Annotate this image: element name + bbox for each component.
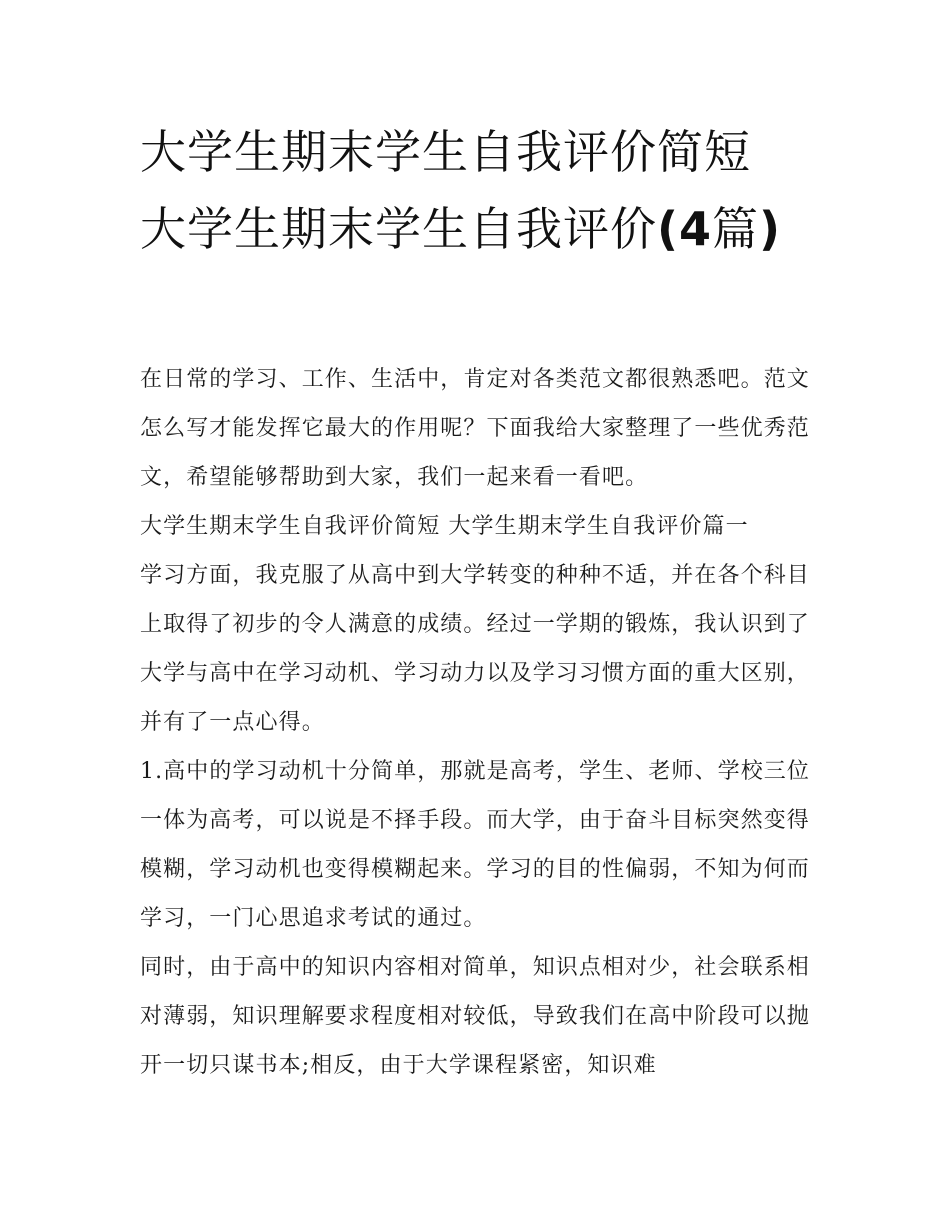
document-body bbox=[140, 355, 812, 1090]
paragraph-point-1: 1.高中的学习动机十分简单，那就是高考，学生、老师、学校三位一体为高考，可以说是不择手段。而大学，由于奋斗目标突然变得模糊，学习动机也变得模糊起来。学习的目的性偏弱，不知为何而学习，一门心思追求考试的通过。 bbox=[140, 759, 810, 931]
paragraph-section-heading: 大学生期末学生自我评价简短 大学生期末学生自我评价篇一 bbox=[140, 514, 749, 539]
paragraph-contrast: 同时，由于高中的知识内容相对简单，知识点相对少，社会联系相对薄弱，知识理解要求程度相对较低，导致我们在高中阶段可以抛开一切只谋书本;相反，由于大学课程紧密，知识难 bbox=[140, 955, 810, 1078]
paragraph-study: 学习方面，我克服了从高中到大学转变的种种不适，并在各个科目上取得了初步的令人满意的成绩。经过一学期的锻炼，我认识到了大学与高中在学习动机、学习动力以及学习习惯方面的重大区别，并有了一点心得。 bbox=[140, 563, 810, 735]
paragraph-intro: 在日常的学习、工作、生活中，肯定对各类范文都很熟悉吧。范文怎么写才能发挥它最大的作用呢？下面我给大家整理了一些优秀范文，希望能够帮助到大家，我们一起来看一看吧。 bbox=[140, 367, 810, 490]
document-title: 大学生期末学生自我评价简短 大学生期末学生自我评价(4篇) bbox=[140, 125, 782, 256]
